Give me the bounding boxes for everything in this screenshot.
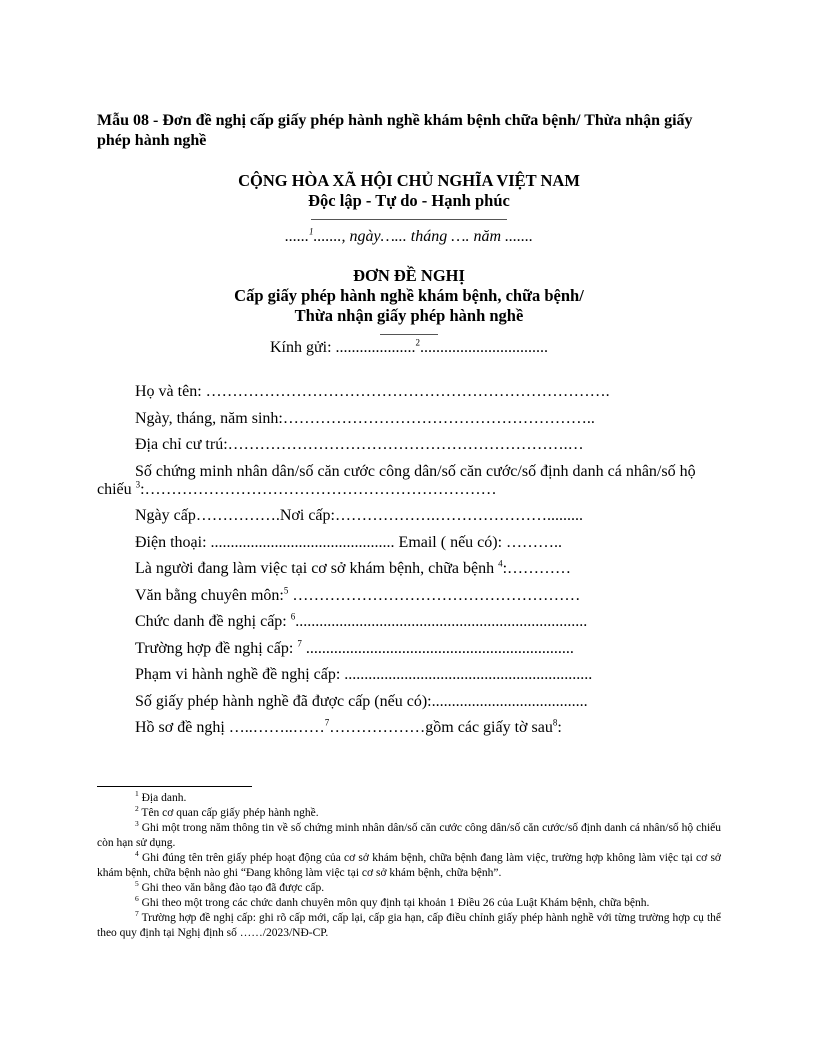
dossier-text: ………………gồm các giấy tờ sau [329, 719, 553, 736]
document-page [97, 111, 721, 746]
footnote-ref: 6 [290, 611, 296, 622]
footnote-ref: 1 [308, 226, 314, 237]
full-name-field: Họ và tên: …………………………………………………………………. [135, 383, 610, 400]
title-divider [380, 334, 438, 335]
footnote-5 [97, 881, 721, 896]
license-number-field: Số giấy phép hành nghề đã được cấp (nếu có):....................................... [135, 692, 588, 710]
id-number-label: Số chứng minh nhân dân/số căn cước công dân/số căn cước/số định danh cá nhân/số hộ chiếu [97, 462, 696, 498]
footnote-text: Ghi đúng tên trên giấy phép hoạt động của cơ sở khám bệnh, chữa bệnh đang làm việc, trường hợp không làm việc tại cơ sở khám bệnh, chữa bệnh nào ghi “Đang không làm việc tại cơ sở khám bệnh, chữa bệnh”. [97, 852, 721, 879]
footnote-text: Ghi theo văn bằng đào tạo đã được cấp. [138, 882, 325, 894]
footnote-1 [97, 791, 721, 806]
dob-field: Ngày, tháng, năm sinh:………………………………………………….. [135, 409, 595, 427]
footnote-6 [97, 896, 721, 911]
degree-blank: ……………………………………………… [288, 586, 581, 604]
footnote-7 [97, 911, 721, 941]
requested-title-blank: ......................................................................... [295, 613, 588, 630]
footnote-ref: 8 [552, 717, 558, 728]
dateline-date: ......., ngày…... tháng …. năm ....... [313, 228, 534, 245]
document-title: ĐƠN ĐỀ NGHỊ [353, 266, 465, 285]
form-heading: Mẫu 08 - Đơn đề nghị cấp giấy phép hành nghề khám bệnh chữa bệnh/ Thừa nhận giấy phép hành nghề [97, 112, 693, 149]
request-case-label: Trường hợp đề nghị cấp: [135, 639, 298, 657]
footnote-number: 2 [135, 804, 139, 814]
degree-label: Văn bằng chuyên môn: [135, 586, 284, 604]
dateline-place: ...... [284, 228, 309, 245]
degree-field [97, 587, 721, 605]
dossier-field [97, 719, 721, 737]
nation-name: CỘNG HÒA XÃ HỘI CHỦ NGHĨA VIỆT NAM [238, 171, 580, 190]
practice-scope-field: Phạm vi hành nghề đề nghị cấp: .............................................................. [135, 666, 593, 683]
footnote-ref: 7 [324, 717, 330, 728]
workplace-label: Là người đang làm việc tại cơ sở khám bệnh, chữa bệnh [135, 560, 499, 577]
id-number-blank: :………………………………………………………… [140, 480, 497, 498]
footnotes [97, 791, 721, 941]
footnote-text: Địa danh. [138, 792, 187, 804]
id-number-field [97, 463, 721, 499]
phone-email-field: Điện thoại: .............................................. Email ( nếu có): ……….. [135, 533, 563, 551]
workplace-field [97, 560, 721, 578]
dossier-label: Hồ sơ đề nghị …..……..…… [135, 719, 325, 736]
recipient-label: Kính gửi: [269, 339, 336, 356]
form-fields [97, 383, 721, 737]
footnote-separator [97, 786, 252, 787]
dateline [97, 227, 721, 247]
requested-title-field [97, 613, 721, 631]
footnote-2 [97, 806, 721, 821]
footnote-ref: 7 [297, 638, 302, 649]
footnote-3 [97, 821, 721, 851]
footnote-ref: 3 [135, 479, 141, 490]
footnote-ref: 2 [415, 337, 421, 348]
document-subtitle-line1: Cấp giấy phép hành nghề khám bệnh, chữa bệnh/ [234, 286, 584, 305]
recipient-blank: .................... [335, 339, 416, 356]
motto-divider [311, 219, 507, 220]
footnote-text: Ghi theo một trong các chức danh chuyên môn quy định tại khoản 1 Điều 26 của Luật Khám bệnh, chữa bệnh. [138, 897, 650, 909]
footnote-number: 1 [135, 789, 139, 799]
recipient-blank-2: ................................ [420, 339, 549, 356]
footnote-number: 6 [135, 894, 139, 904]
footnote-ref: 5 [283, 585, 289, 596]
footnote-number: 5 [135, 879, 139, 889]
footnote-number: 4 [135, 849, 139, 859]
footnote-4 [97, 851, 721, 881]
workplace-blank: :………… [502, 560, 572, 577]
issue-date-place-field: Ngày cấp…………….Nơi cấp:……………….…………………......... [135, 507, 583, 524]
footnote-text: Tên cơ quan cấp giấy phép hành nghề. [138, 807, 319, 819]
request-case-field [97, 640, 721, 658]
document-subtitle-line2: Thừa nhận giấy phép hành nghề [294, 306, 524, 325]
dossier-colon: : [557, 719, 562, 736]
recipient-line [97, 338, 721, 358]
footnote-text: Ghi một trong năm thông tin về số chứng minh nhân dân/số căn cước công dân/số căn cước/số định danh cá nhân/số hộ chiếu còn hạn sử dụng. [97, 822, 721, 849]
footnote-ref: 4 [498, 558, 503, 569]
address-field: Địa chỉ cư trú:……………………………………………………….… [135, 436, 584, 453]
footnote-text: Trường hợp đề nghị cấp: ghi rõ cấp mới, cấp lại, cấp gia hạn, cấp điều chỉnh giấy phép hành nghề với từng trường hợp cụ thể theo quy định tại Nghị định số ……/2023/NĐ-CP. [97, 912, 721, 939]
requested-title-label: Chức danh đề nghị cấp: [135, 613, 291, 630]
footnote-number: 7 [135, 909, 139, 919]
request-case-blank: ................................................................... [301, 639, 574, 657]
footnote-number: 3 [135, 819, 139, 829]
national-motto: Độc lập - Tự do - Hạnh phúc [308, 191, 510, 210]
